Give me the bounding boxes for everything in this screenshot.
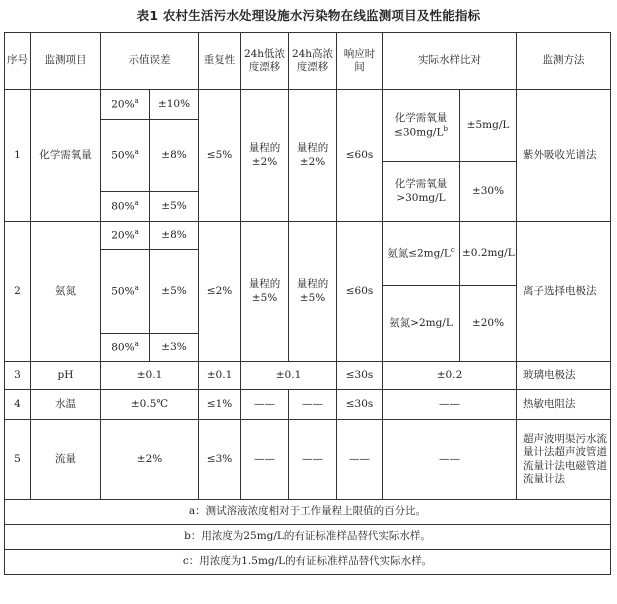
cell-high-drift: 量程的±5% [289,222,337,362]
cell-item: 流量 [31,420,101,500]
cell-method: 离子选择电极法 [517,222,611,362]
table-row [5,362,611,390]
cell-compare-value: ±20% [460,286,517,362]
table-row [5,90,611,120]
cell-error-value: ±10% [150,90,199,120]
cell-error-level: 20%$^a$ [101,90,150,120]
cell-high-drift: —— [289,390,337,420]
cell-repeat: ≤5% [199,90,241,222]
cell-item: 水温 [31,390,101,420]
cell-error-value: ±5% [150,192,199,222]
cell-seq: 3 [5,362,31,390]
cell-error: ±0.5℃ [101,390,199,420]
cell-compare-value: ±30% [460,162,517,222]
cell-compare: —— [383,420,517,500]
cell-error-value: ±5% [150,250,199,334]
cell-compare-cond: 氨氮>2mg/L [383,286,460,362]
cell-response: ≤30s [337,390,383,420]
footnote-b: b：用浓度为25mg/L的有证标准样品替代实际水样。 [5,525,611,550]
header-item: 监测项目 [31,33,101,90]
cell-repeat: ≤2% [199,222,241,362]
header-method: 监测方法 [517,33,611,90]
cell-method: 紫外吸收光谱法 [517,90,611,222]
cell-method: 玻璃电极法 [517,362,611,390]
cell-item: 化学需氧量 [31,90,101,222]
cell-item: 氨氮 [31,222,101,362]
cell-low-drift: —— [241,390,289,420]
cell-seq: 2 [5,222,31,362]
footnote-row [5,525,611,550]
cell-item: pH [31,362,101,390]
header-high-drift: 24h高浓度漂移 [289,33,337,90]
footnote-a: a：测试溶液浓度相对于工作量程上限值的百分比。 [5,500,611,525]
table-row [5,222,611,250]
table-title: 表1 农村生活污水处理设施水污染物在线监测项目及性能指标 [136,8,481,23]
cell-response: ≤60s [337,222,383,362]
cell-response: ≤30s [337,362,383,390]
cell-low-drift: —— [241,420,289,500]
header-compare: 实际水样比对 [383,33,517,90]
cell-error: ±0.1 [101,362,199,390]
cell-seq: 5 [5,420,31,500]
footnote-c: c：用浓度为1.5mg/L的有证标准样品替代实际水样。 [5,550,611,575]
cell-compare-cond: 化学需氧量$\le 30mg/L^b$ [383,90,460,162]
header-response: 响应时间 [337,33,383,90]
header-seq: 序号 [5,33,31,90]
header-low-drift: 24h低浓度漂移 [241,33,289,90]
cell-compare-cond: 氨氮$\le 2mg/L^c$ [383,222,460,286]
cell-error-value: ±8% [150,222,199,250]
cell-method: 超声波明渠污水流量计法超声波管道流量计法电磁管道流量计法 [517,420,611,500]
cell-error-level: 50%$^a$ [101,120,150,192]
cell-response: —— [337,420,383,500]
cell-compare-value: ±5mg/L [460,90,517,162]
cell-error-value: ±8% [150,120,199,192]
header-repeat: 重复性 [199,33,241,90]
cell-drift: ±0.1 [241,362,337,390]
cell-high-drift: —— [289,420,337,500]
performance-table [4,32,611,575]
table-row [5,420,611,500]
cell-compare: ±0.2 [383,362,517,390]
cell-low-drift: 量程的±2% [241,90,289,222]
cell-error: ±2% [101,420,199,500]
cell-repeat: ≤3% [199,420,241,500]
cell-error-level: 80%$^a$ [101,334,150,362]
footnote-row [5,550,611,575]
header-row [5,33,611,90]
cell-error-level: 80%$^a$ [101,192,150,222]
cell-compare-cond: 化学需氧量>30mg/L [383,162,460,222]
footnote-row [5,500,611,525]
cell-repeat: ±0.1 [199,362,241,390]
cell-response: ≤60s [337,90,383,222]
cell-high-drift: 量程的±2% [289,90,337,222]
cell-error-level: 50%$^a$ [101,250,150,334]
cell-low-drift: 量程的±5% [241,222,289,362]
table-row [5,390,611,420]
cell-repeat: ≤1% [199,390,241,420]
cell-error-level: 20%$^a$ [101,222,150,250]
cell-seq: 4 [5,390,31,420]
cell-compare-value: ±0.2mg/L [460,222,517,286]
cell-seq: 1 [5,90,31,222]
cell-compare: —— [383,390,517,420]
header-error: 示值误差 [101,33,199,90]
cell-error-value: ±3% [150,334,199,362]
cell-method: 热敏电阻法 [517,390,611,420]
